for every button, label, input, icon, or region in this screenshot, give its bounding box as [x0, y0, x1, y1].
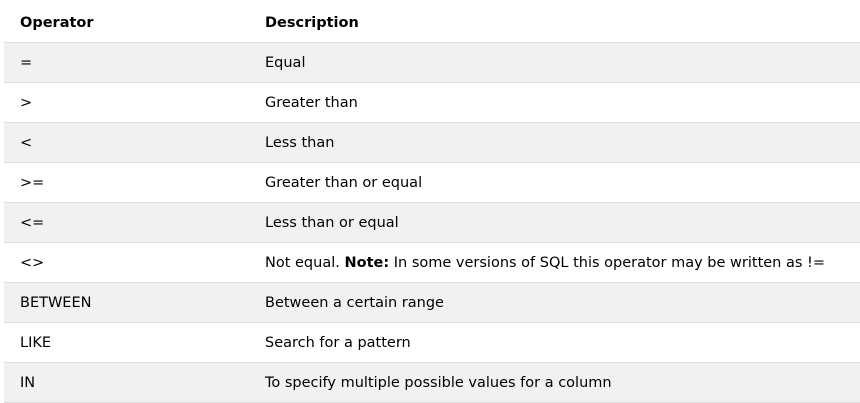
table-row	[4, 283, 860, 323]
operator-cell: >=	[4, 163, 249, 203]
description-cell: Search for a pattern	[249, 323, 860, 363]
operator-cell: =	[4, 43, 249, 83]
note-label: Note:	[344, 254, 390, 271]
operator-cell: <	[4, 123, 249, 163]
sql-operators-table	[4, 3, 860, 403]
description-cell: Greater than or equal	[249, 163, 860, 203]
table-row	[4, 363, 860, 403]
operator-cell: <>	[4, 243, 249, 283]
description-cell	[249, 243, 860, 283]
description-cell: Greater than	[249, 83, 860, 123]
table-row	[4, 243, 860, 283]
table-row	[4, 163, 860, 203]
header-operator: Operator	[4, 3, 249, 43]
description-cell: To specify multiple possible values for a column	[249, 363, 860, 403]
description-cell: Less than	[249, 123, 860, 163]
description-cell: Between a certain range	[249, 283, 860, 323]
table-header-row	[4, 3, 860, 43]
header-description: Description	[249, 3, 860, 43]
operator-cell: IN	[4, 363, 249, 403]
operator-cell: <=	[4, 203, 249, 243]
operator-cell: LIKE	[4, 323, 249, 363]
description-cell: Less than or equal	[249, 203, 860, 243]
description-text: Not equal.	[265, 254, 340, 271]
operator-cell: >	[4, 83, 249, 123]
table-row	[4, 43, 860, 83]
operator-cell: BETWEEN	[4, 283, 249, 323]
table-row	[4, 323, 860, 363]
table-row	[4, 203, 860, 243]
table-row	[4, 83, 860, 123]
description-cell: Equal	[249, 43, 860, 83]
note-text: In some versions of SQL this operator may be written as !=	[393, 254, 825, 271]
table-row	[4, 123, 860, 163]
